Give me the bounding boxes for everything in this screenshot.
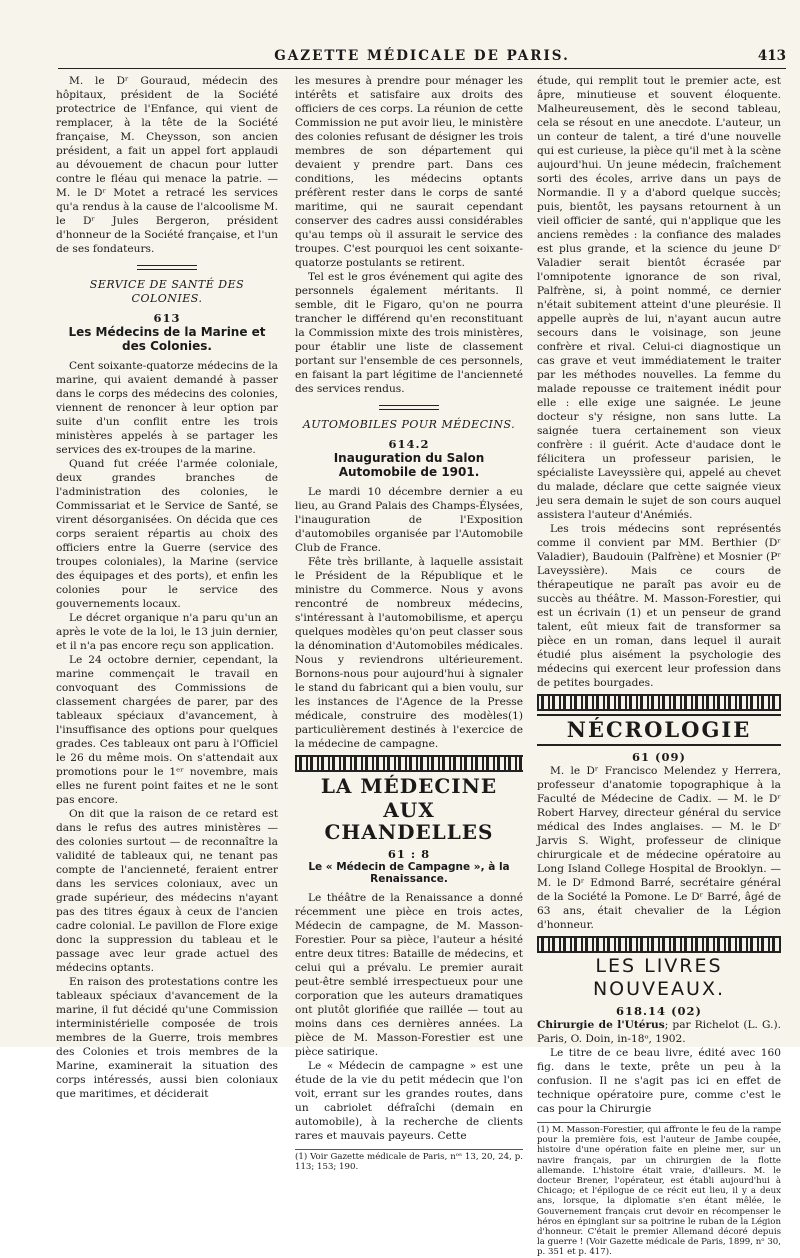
article-title: Les Médecins de la Marine et des Colonies.: [68, 325, 266, 353]
article-number: 618.14 (02): [616, 1004, 702, 1018]
books-title-line-2: NOUVEAUX.: [592, 978, 726, 1000]
section-title: SERVICE DE SANTÉ DES COLONIES.: [89, 278, 245, 305]
paragraph: En raison des protestations contre les tableaux spéciaux d'avancement de la marine, il fut décidé qu'une Commission interministérielle composée de trois membres de la Guerre, trois membres des Colonies et trois membres de la Marine, examinerait la situation des corps intéressés, aussi bien coloniaux que maritimes, et déciderait: [56, 976, 278, 1100]
intro-paragraph: M. le Dʳ Gouraud, médecin des hôpitaux, président de la Société protectrice de l'Enfance, qui vient de remplacer, à la tête de la Société française, M. Cheysson, son ancien président, a fait un appel fort applaudi au dévouement de chacun pour lutter contre le fléau qui menace la patrie. — M. le Dʳ Motet a retracé les services qu'a rendus à la cause de l'alcoolisme M. le Dʳ Jules Bergeron, président d'honneur de la Société française, et l'un de ses fondateurs.: [56, 75, 278, 255]
book-entry: [537, 1018, 781, 1046]
running-header: [58, 46, 786, 69]
article-title: Inauguration du Salon Automobile de 1901.: [333, 451, 485, 479]
paragraph: Fête très brillante, à laquelle assistait le Président de la République et le ministre du Commerce. Nous y avons rencontré de nombreux médecins, s'intéressant à l'automobilisme, et aperçu quelques modèles qu'on peut classer sous la dénomination d'Automobiles médicales. Nous y reviendrons ultérieurement. Bornons-nous pour aujourd'hui à signaler le stand du fabricant qui a bien voulu, sur les instances de l'Agence de la Presse médicale, construire des modèles(1) particulièrement destinés à l'exercice de la médecine de campagne.: [295, 556, 523, 750]
article-number: 61 : 8: [387, 847, 431, 861]
paragraph: Le titre de ce beau livre, édité avec 160 fig. dans le texte, prête un peu à la confusion. Il ne s'agit pas ici en effet de technique opératoire pure, comme c'est le cas pour la Chirurgie: [537, 1047, 781, 1115]
paragraph: Le 24 octobre dernier, cependant, la marine commençait le travail en convoquant des Commissions de classement chargées de parer, par des tableaux spéciaux d'avancement, à l'insuffisance des options pour quelques grades. Ces tableaux ont paru à l'Officiel le 26 du même mois. On s'attendait aux promotions pour le 1ᵉʳ novembre, mais elles ne furent point faites et ne le sont pas encore.: [56, 654, 278, 806]
paragraph: Cent soixante-quatorze médecins de la marine, qui avaient demandé à passer dans le corps des médecins des colonies, viennent de renoncer à leur option par suite d'un conflit entre les trois ministères appelés à se partager les services des ex-troupes de la marine.: [56, 360, 278, 456]
paragraph: Le théâtre de la Renaissance a donné récemment une pièce en trois actes, Médecin de campagne, de M. Masson-Forestier. Pour sa pièce, l'auteur a hésité entre deux titres: Bataille de médecins, et celui qui a prévalu. Le premier aurait peut-être semblé irrespectueux pour une corporation que les auteurs dramatiques ont plutôt glorifiée que raillée — tout au moins dans ces dernières années. La pièce de M. Masson-Forestier est une pièce satirique.: [295, 892, 523, 1058]
article-title: Le « Médecin de Campagne », à la Renaissance.: [308, 861, 510, 885]
rubric-title-line-2: AUX CHANDELLES: [324, 798, 494, 844]
ornament-divider: [295, 400, 523, 412]
paragraph: On dit que la raison de ce retard est dans le refus des autres ministères — des colonies surtout — de reconnaître la validité de tableaux qui, ne tenant pas compte de l'ancienneté, feraient entrer dans les services coloniaux, avec un grade supérieur, des médecins n'ayant pas des titres égaux à ceux de l'ancien cadre colonial. Le pavillon de Flore exige donc la suppression du tableau et le passage avec leur grade actuel des médecins optants.: [56, 808, 278, 974]
footnote: [537, 1122, 781, 1258]
article-number: 613: [153, 311, 181, 325]
ornamental-band: [537, 936, 781, 953]
footnote-text: (1) Voir Gazette médicale de Paris, nᵒˢ 13, 20, 24, p. 113; 153; 190.: [295, 1152, 523, 1173]
ornamental-band: [295, 755, 523, 772]
paragraph: Quand fut créée l'armée coloniale, deux grandes branches de l'administration des colonies, le Commissariat et le Service de Santé, se virent désorganisées. On décida que ces corps seraient répartis au choix des officiers entre la Guerre (service des troupes coloniales), la Marine (service des équipages et des ports), et enfin les colonies pour le service des gouvernements locaux.: [56, 458, 278, 610]
paragraph: Tel est le gros événement qui agite des personnels également méritants. Il semble, dit le Figaro, qu'on ne pourra trancher le différend qu'en reconstituant la Commission mixte des trois ministères, pour établir une liste de classement portant sur l'ensemble de ces personnels, en faisant la part légitime de l'ancienneté des services rendus.: [295, 271, 523, 395]
rubric-title-line-1: LA MÉDECINE: [320, 774, 498, 798]
paragraph: étude, qui remplit tout le premier acte, est âpre, minutieuse et souvent éloquente. Malheureusement, dès le second tableau, cela se résout en une anecdote. L'auteur, un un conteur de talent, a tiré d'une nouvelle qui est curieuse, la pièce qu'il met à la scène aujourd'hui. Un jeune médecin, fraîchement sorti des écoles, arrive dans un pays de Normandie. Il y a d'abord quelque succès; puis, bientôt, les paysans retournent à un vieil officier de santé, qui n'applique que les anciens remèdes : la confiance des malades est plus grande, et la science du jeune Dʳ Valadier serait bientôt écrasée par l'omnipotente ignorance de son rival, Palfrène, si, à point nommé, ce dernier n'était subitement atteint d'une pleurésie. Il appelle auprès de lui, n'ayant aucun autre secours dans le voisinage, son jeune confrère et rival. Celui-ci diagnostique un cas grave et veut immédiatement le traiter par les méthodes nouvelles. La femme du malade repousse ce traitement inédit pour elle : elle exige une saignée. Le jeune docteur s'y résigne, non sans lutte. La saignée tuera certainement son vieux confrère : il guérit. Acte d'audace dont le félicitera un professeur parisien, le spécialiste Laveyssière qui, appelé au chevet du malade, déclare que cette saignée vieux jeu sera demain le sujet de son cours auquel assistera l'auteur d'Anémiés.: [537, 75, 781, 521]
ornament-divider: [56, 260, 278, 272]
paragraph: Le décret organique n'a paru qu'un an après le vote de la loi, le 13 juin dernier, et il n'a pas encore reçu son application.: [56, 612, 278, 652]
paragraph: Les trois médecins sont représentés comme il convient par MM. Berthier (Dʳ Valadier), Baudouin (Palfrène) et Mosnier (Pʳ Laveyssière). Mais ce cours de thérapeutique ne paraît pas avoir eu de succès au théâtre. M. Masson-Forestier, qui est un écrivain (1) et un penseur de grand talent, eût mieux fait de transformer sa pièce en un roman, dans lequel il aurait étudié plus aisément la psychologie des médecins qui exercent leur profession dans de petites bourgades.: [537, 523, 781, 689]
paragraph: les mesures à prendre pour ménager les intérêts et satisfaire aux droits des officiers de ces corps. La réunion de cette Commission ne put avoir lieu, le ministère des colonies refusant de désigner les trois membres de son département qui devaient y prendre part. Dans ces conditions, les médecins optants préfèrent rester dans le corps de santé maritime, qui ne saurait cependant conserver des cadres aussi considérables qu'au temps où il assurait le service des troupes. C'est pourquoi les cent soixante-quatorze postulants se retirent.: [295, 75, 523, 269]
column-3: [537, 74, 781, 1258]
necrology-title: NÉCROLOGIE: [537, 714, 781, 746]
paragraph: Le « Médecin de campagne » est une étude de la vie du petit médecin que l'on voit, errant sur les grandes routes, dans un cabriolet défraîchi (demain en automobile), à la recherche de clients rares et mauvais payeurs. Cette: [295, 1060, 523, 1142]
column-1: [56, 74, 278, 1101]
article-number: 61 (09): [632, 750, 686, 764]
column-2: [295, 74, 523, 1172]
necrology-text: M. le Dʳ Francisco Melendez y Herrera, professeur d'anatomie topographique à la Faculté de Médecine de Cadix. — M. le Dʳ Robert Harvey, directeur général du service médical des Indes anglaises. — M. le Dʳ Jarvis S. Wight, professeur de clinique chirurgicale et de médecine opératoire au Long Island College Hospital de Brooklyn. — M. le Dʳ Edmond Barré, secrétaire général de la Société la Pomone. Le Dʳ Barré, âgé de 63 ans, était chevalier de la Légion d'honneur.: [537, 765, 781, 931]
book-details: ; par Richelot (L. G.). Paris, O. Doin, in-18ᵒ, 1902.: [537, 1019, 781, 1045]
footnote: [295, 1149, 523, 1172]
journal-title: GAZETTE MÉDICALE DE PARIS.: [274, 48, 570, 64]
paragraph: Le mardi 10 décembre dernier a eu lieu, au Grand Palais des Champs-Élysées, l'inauguration de l'Exposition d'automobiles organisée par l'Automobile Club de France.: [295, 486, 523, 554]
article-number: 614.2: [388, 437, 430, 451]
books-title-line-1: LES LIVRES: [595, 955, 723, 977]
book-title: Chirurgie de l'Utérus: [537, 1019, 665, 1031]
section-title: AUTOMOBILES POUR MÉDECINS.: [302, 418, 516, 431]
footnote-text: (1) M. Masson-Forestier, qui affronte le feu de la rampe pour la première fois, est l'auteur de Jambe coupée, histoire d'une opération faite en pleine mer, sur un navire français, par un chirurgien de la flotte allemande. L'histoire était vraie, d'ailleurs. M. le docteur Brener, l'opérateur, est établi aujourd'hui à Chicago; et l'épilogue de ce récit eut lieu, il y a deux ans, lorsque, la diplomatie s'en étant mêlée, le Gouvernement français crut devoir en récompenser le héros en épinglant sur sa poitrine le ruban de la Légion d'honneur. C'était le premier Allemand décoré depuis la guerre ! (Voir Gazette médicale de Paris, 1899, nᵒ 30, p. 351 et p. 417).: [537, 1125, 781, 1258]
page-number: 413: [757, 48, 786, 64]
ornamental-band: [537, 694, 781, 711]
